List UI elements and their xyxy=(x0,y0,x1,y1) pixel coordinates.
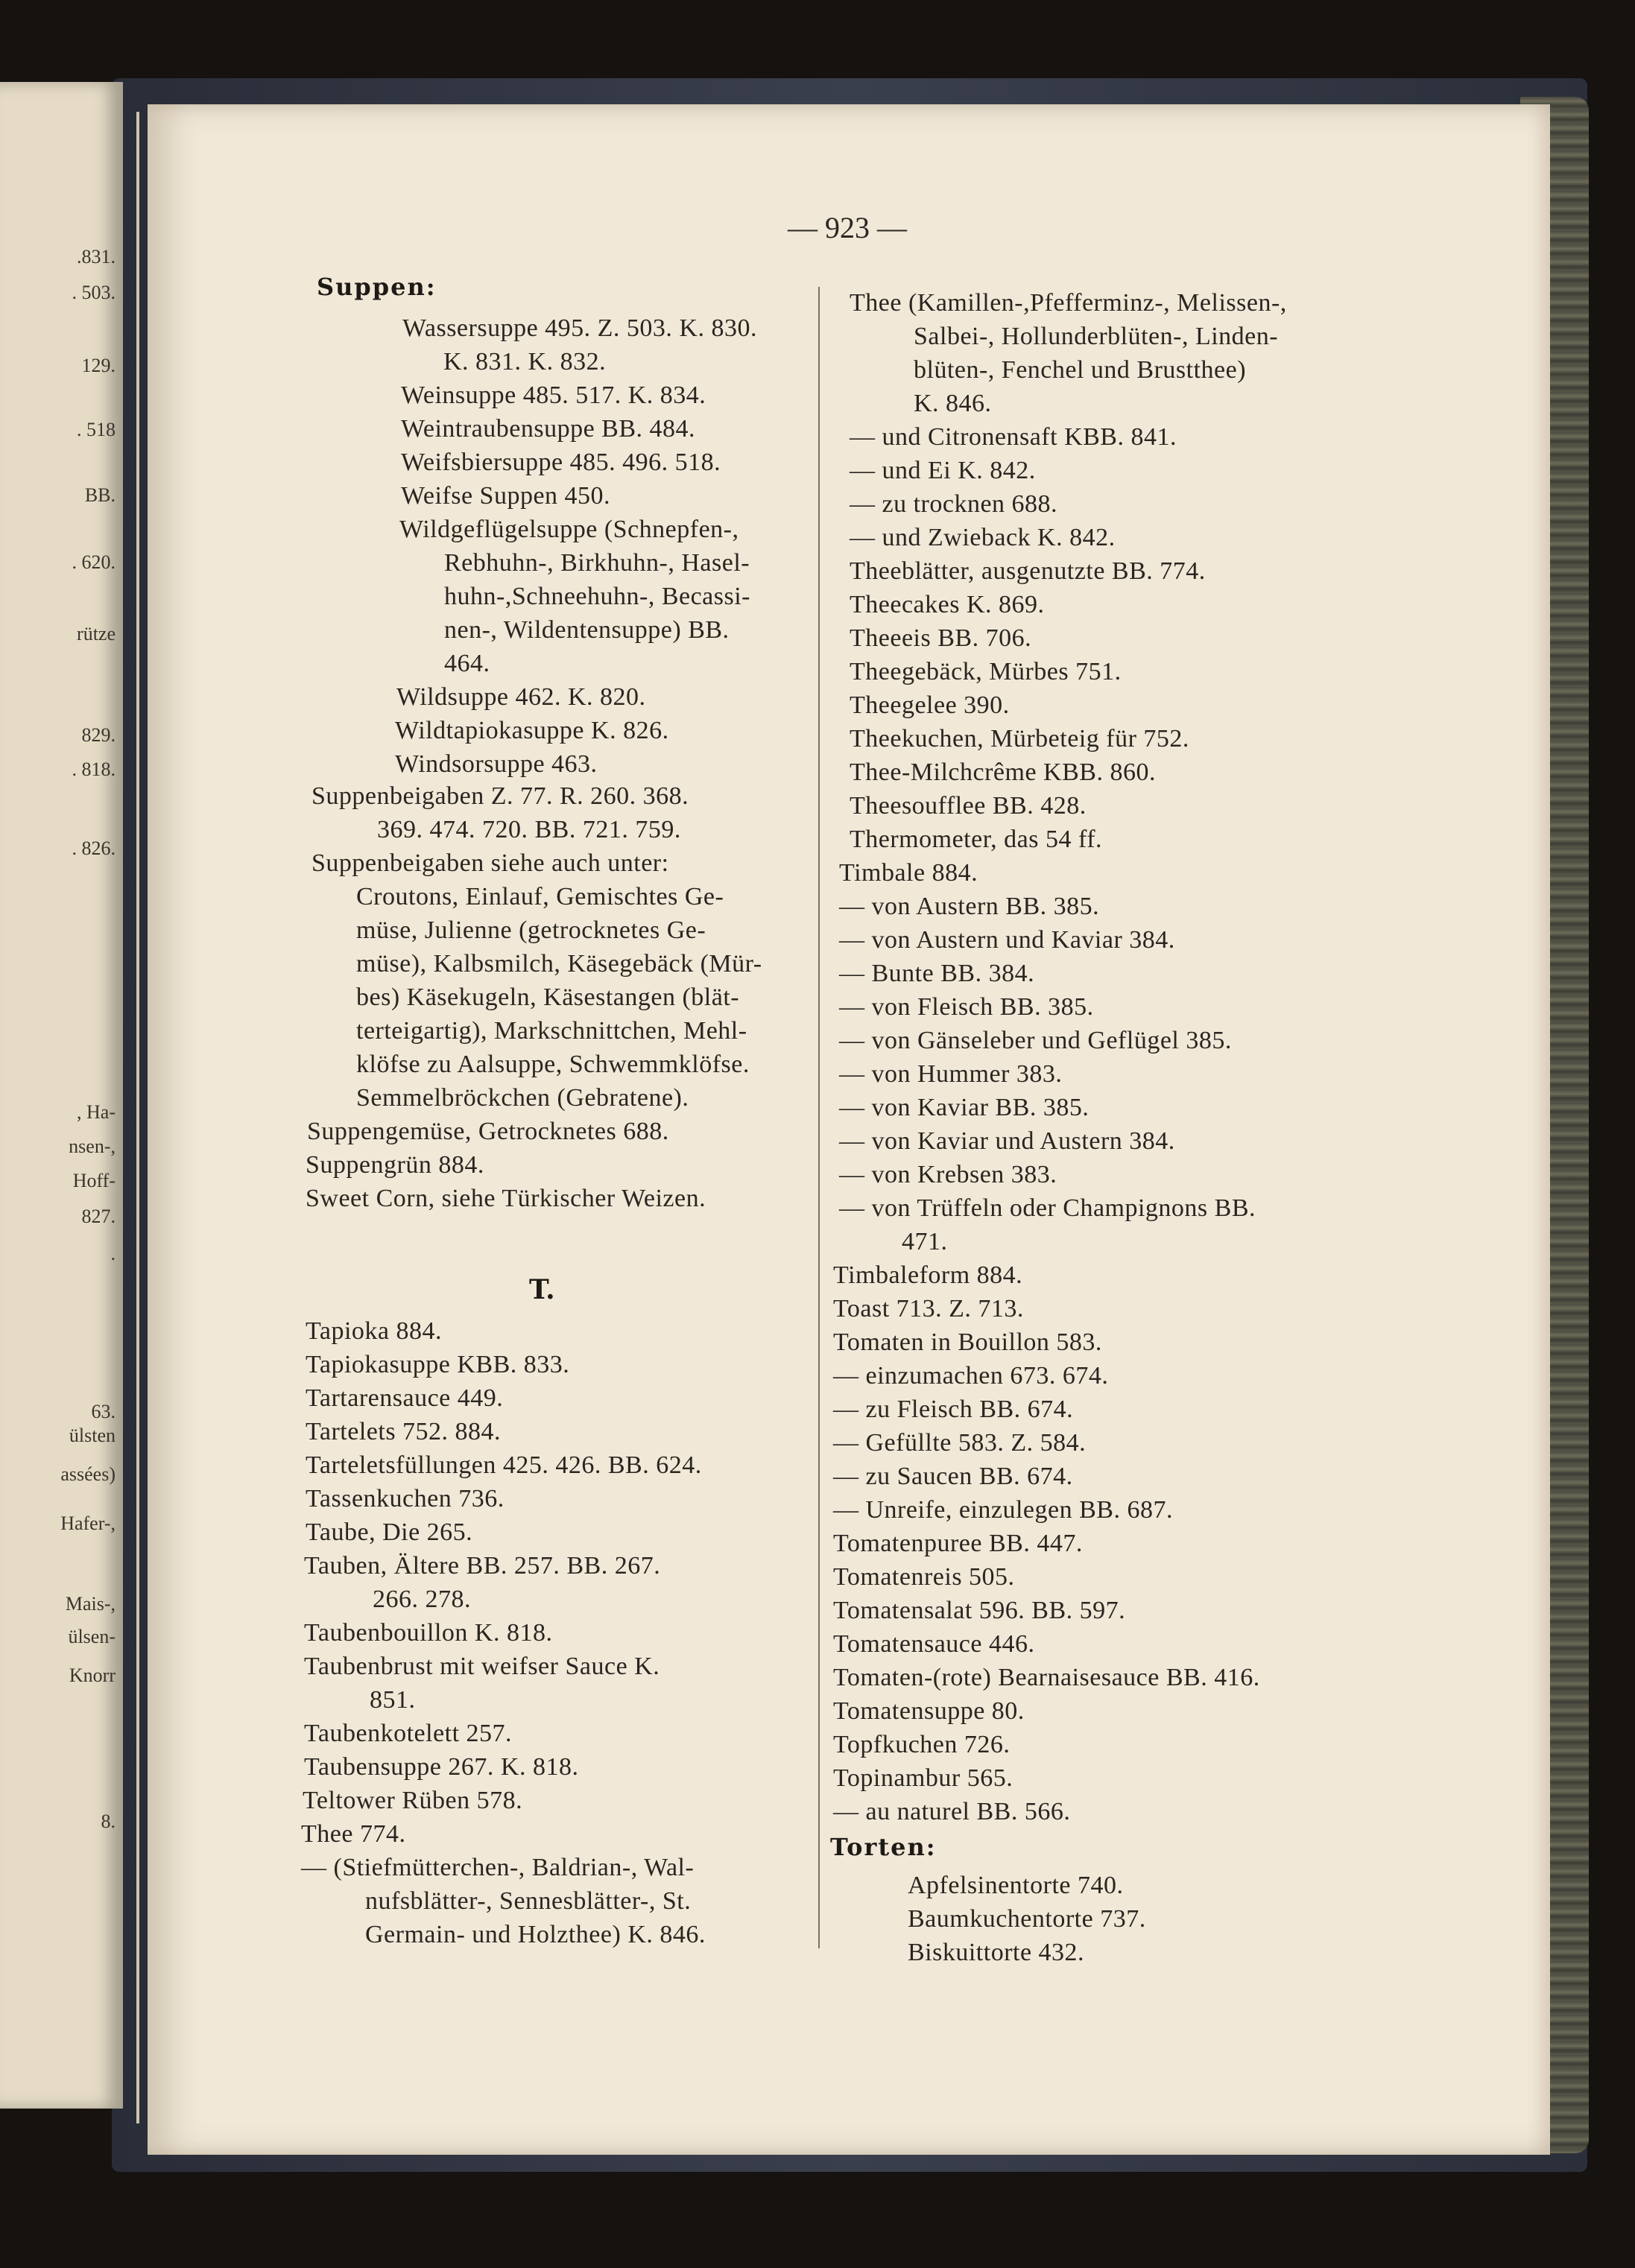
index-entry: Suppengrün 884. xyxy=(306,1151,484,1179)
index-entry: Theecakes K. 869. xyxy=(850,591,1045,618)
index-entry: Thee-Milchcrême KBB. 860. xyxy=(850,758,1156,786)
index-entry: bes) Käsekugeln, Käsestangen (blät- xyxy=(356,983,740,1011)
left-page-text: nsen-, xyxy=(69,1135,116,1157)
left-page-text: , Ha- xyxy=(77,1101,116,1123)
page-gutter xyxy=(136,112,139,2123)
index-entry: Tomaten-(rote) Bearnaisesauce BB. 416. xyxy=(833,1664,1260,1691)
index-entry: müse), Kalbsmilch, Käsegebäck (Mür- xyxy=(356,950,762,978)
index-entry: Theeeis BB. 706. xyxy=(850,624,1032,652)
index-entry: — zu Saucen BB. 674. xyxy=(833,1463,1073,1490)
index-entry: — au naturel BB. 566. xyxy=(833,1798,1071,1825)
index-entry: Topinambur 565. xyxy=(833,1764,1013,1792)
index-entry: Toast 713. Z. 713. xyxy=(833,1295,1024,1323)
index-entry: Salbei-, Hollunderblüten-, Linden- xyxy=(914,323,1279,350)
index-entry: K. 846. xyxy=(914,390,992,417)
left-page-text: Hafer-, xyxy=(60,1512,116,1534)
index-entry: Wassersuppe 495. Z. 503. K. 830. xyxy=(402,314,757,342)
left-page-text: 129. xyxy=(81,355,116,376)
index-entry: — von Kaviar BB. 385. xyxy=(839,1094,1090,1121)
index-entry: blüten-, Fenchel und Brustthee) xyxy=(914,356,1247,384)
index-entry: Thee 774. xyxy=(301,1820,406,1848)
index-entry: Wildsuppe 462. K. 820. xyxy=(396,683,646,711)
page-number: — 923 — xyxy=(788,211,907,244)
index-entry: Thermometer, das 54 ff. xyxy=(850,826,1103,853)
index-entry: Theekuchen, Mürbeteig für 752. xyxy=(850,725,1189,753)
index-entry: — von Austern BB. 385. xyxy=(839,893,1100,920)
index-entry: Taubenbrust mit weifser Sauce K. xyxy=(304,1653,660,1680)
index-entry: Topfkuchen 726. xyxy=(833,1731,1011,1758)
index-entry: — von Trüffeln oder Champignons BB. xyxy=(839,1194,1256,1222)
index-entry: Theeblätter, ausgenutzte BB. 774. xyxy=(850,557,1206,585)
index-entry: Tauben, Ältere BB. 257. BB. 267. xyxy=(304,1552,661,1580)
left-page-text: Hoff- xyxy=(72,1170,116,1191)
index-entry: Weifse Suppen 450. xyxy=(401,482,611,510)
index-entry: — einzumachen 673. 674. xyxy=(833,1362,1109,1390)
index-entry: Tomatenreis 505. xyxy=(833,1563,1015,1591)
index-entry: — Bunte BB. 384. xyxy=(839,960,1035,987)
index-entry: Teltower Rüben 578. xyxy=(303,1787,523,1814)
index-entry: 471. xyxy=(902,1228,948,1255)
index-entry: Wildtapiokasuppe K. 826. xyxy=(395,717,669,744)
index-entry: — und Zwieback K. 842. xyxy=(850,524,1116,551)
left-page-text: 63. xyxy=(91,1401,116,1422)
index-entry: — Unreife, einzulegen BB. 687. xyxy=(833,1496,1173,1524)
left-page-text: . 818. xyxy=(72,758,116,780)
index-entry: Tartelets 752. 884. xyxy=(306,1418,502,1445)
index-entry: Biskuittorte 432. xyxy=(908,1939,1085,1966)
index-entry: Apfelsinentorte 740. xyxy=(908,1872,1124,1899)
index-entry: Theegelee 390. xyxy=(850,691,1010,719)
left-page-text: Mais-, xyxy=(65,1593,116,1615)
left-page-text: rütze xyxy=(77,623,116,644)
section-heading-torten: Torten: xyxy=(830,1833,937,1861)
left-page-text: 8. xyxy=(101,1811,116,1832)
index-entry: Tapioka 884. xyxy=(306,1317,443,1345)
index-entry: Tassenkuchen 736. xyxy=(306,1485,505,1512)
index-entry: Semmelbröckchen (Gebratene). xyxy=(356,1084,689,1112)
index-entry: Sweet Corn, siehe Türkischer Weizen. xyxy=(306,1185,706,1212)
index-entry: 464. xyxy=(444,650,490,677)
index-entry: — zu Fleisch BB. 674. xyxy=(833,1396,1074,1423)
section-heading-suppen: Suppen: xyxy=(317,273,437,301)
left-page-text: . 826. xyxy=(72,837,116,859)
left-page-text: . 620. xyxy=(72,551,116,573)
index-entry: — von Hummer 383. xyxy=(839,1060,1063,1088)
section-letter-t: T. xyxy=(529,1274,555,1305)
left-page-fragment xyxy=(0,82,123,2109)
index-entry: Weifsbiersuppe 485. 496. 518. xyxy=(401,449,721,476)
column-divider xyxy=(818,287,820,1948)
index-entry: Taubenkotelett 257. xyxy=(304,1720,513,1747)
index-entry: — von Krebsen 383. xyxy=(839,1161,1057,1188)
left-page-text: ülsten xyxy=(69,1425,116,1446)
index-entry: Theegebäck, Mürbes 751. xyxy=(850,658,1122,685)
index-entry: Timbale 884. xyxy=(839,859,978,887)
index-entry: Timbaleform 884. xyxy=(833,1261,1023,1289)
index-entry: Weinsuppe 485. 517. K. 834. xyxy=(401,381,706,409)
index-entry: Thee (Kamillen-,Pfefferminz-, Melissen-, xyxy=(850,289,1287,317)
index-entry: — und Citronensaft KBB. 841. xyxy=(850,423,1177,451)
left-page-text: . 503. xyxy=(72,282,116,303)
left-page-text: 829. xyxy=(81,724,116,746)
index-entry: Tomatensauce 446. xyxy=(833,1630,1035,1658)
index-entry: Tomatenpuree BB. 447. xyxy=(833,1530,1083,1557)
index-entry: Theesoufflee BB. 428. xyxy=(850,792,1087,820)
index-entry: Tomaten in Bouillon 583. xyxy=(833,1328,1102,1356)
index-entry: 851. xyxy=(370,1686,416,1714)
index-entry: — Gefüllte 583. Z. 584. xyxy=(833,1429,1087,1457)
index-entry: Rebhuhn-, Birkhuhn-, Hasel- xyxy=(444,549,750,577)
index-entry: — von Gänseleber und Geflügel 385. xyxy=(839,1027,1232,1054)
index-entry: K. 831. K. 832. xyxy=(443,348,607,376)
index-entry: 266. 278. xyxy=(373,1586,471,1613)
index-entry: Croutons, Einlauf, Gemischtes Ge- xyxy=(356,883,724,910)
index-entry: Taubensuppe 267. K. 818. xyxy=(304,1753,579,1781)
index-entry: Suppenbeigaben siehe auch unter: xyxy=(311,849,669,877)
left-page-text: Knorr xyxy=(69,1664,116,1686)
index-entry: Tapiokasuppe KBB. 833. xyxy=(306,1351,570,1378)
left-page-text: .831. xyxy=(77,246,116,267)
index-entry: Tomatensalat 596. BB. 597. xyxy=(833,1597,1126,1624)
index-entry: müse, Julienne (getrocknetes Ge- xyxy=(356,916,706,944)
index-entry: Taube, Die 265. xyxy=(306,1518,473,1546)
left-page-text: ülsen- xyxy=(68,1626,116,1647)
index-entry: Baumkuchentorte 737. xyxy=(908,1905,1146,1933)
index-entry: 369. 474. 720. BB. 721. 759. xyxy=(377,816,681,843)
index-entry: Germain- und Holzthee) K. 846. xyxy=(365,1921,706,1948)
index-entry: Windsorsuppe 463. xyxy=(395,750,598,778)
index-entry: terteigartig), Markschnittchen, Mehl- xyxy=(356,1017,747,1045)
index-entry: — von Austern und Kaviar 384. xyxy=(839,926,1175,954)
left-page-text: 827. xyxy=(81,1206,116,1227)
index-entry: — zu trocknen 688. xyxy=(850,490,1058,518)
left-page-text: BB. xyxy=(84,484,116,506)
index-entry: Suppenbeigaben Z. 77. R. 260. 368. xyxy=(311,782,689,810)
index-entry: nen-, Wildentensuppe) BB. xyxy=(444,616,730,644)
index-entry: Taubenbouillon K. 818. xyxy=(304,1619,553,1647)
index-entry: Tarteletsfüllungen 425. 426. BB. 624. xyxy=(306,1451,702,1479)
left-page-text: . xyxy=(110,1243,116,1264)
left-page-text: assées) xyxy=(60,1463,116,1485)
index-entry: — von Kaviar und Austern 384. xyxy=(839,1127,1175,1155)
index-entry: klöfse zu Aalsuppe, Schwemmklöfse. xyxy=(356,1051,750,1078)
index-entry: Weintraubensuppe BB. 484. xyxy=(401,415,696,443)
index-entry: — (Stiefmütterchen-, Baldrian-, Wal- xyxy=(301,1854,695,1881)
index-entry: — von Fleisch BB. 385. xyxy=(839,993,1094,1021)
index-entry: Wildgeflügelsuppe (Schnepfen-, xyxy=(399,516,739,543)
left-page-text: . 518 xyxy=(77,419,116,440)
index-entry: huhn-,Schneehuhn-, Becassi- xyxy=(444,583,751,610)
index-entry: Tartarensauce 449. xyxy=(306,1384,504,1412)
index-entry: Tomatensuppe 80. xyxy=(833,1697,1025,1725)
index-entry: nufsblätter-, Sennesblätter-, St. xyxy=(365,1887,692,1915)
index-entry: — und Ei K. 842. xyxy=(850,457,1036,484)
index-entry: Suppengemüse, Getrocknetes 688. xyxy=(307,1118,669,1145)
